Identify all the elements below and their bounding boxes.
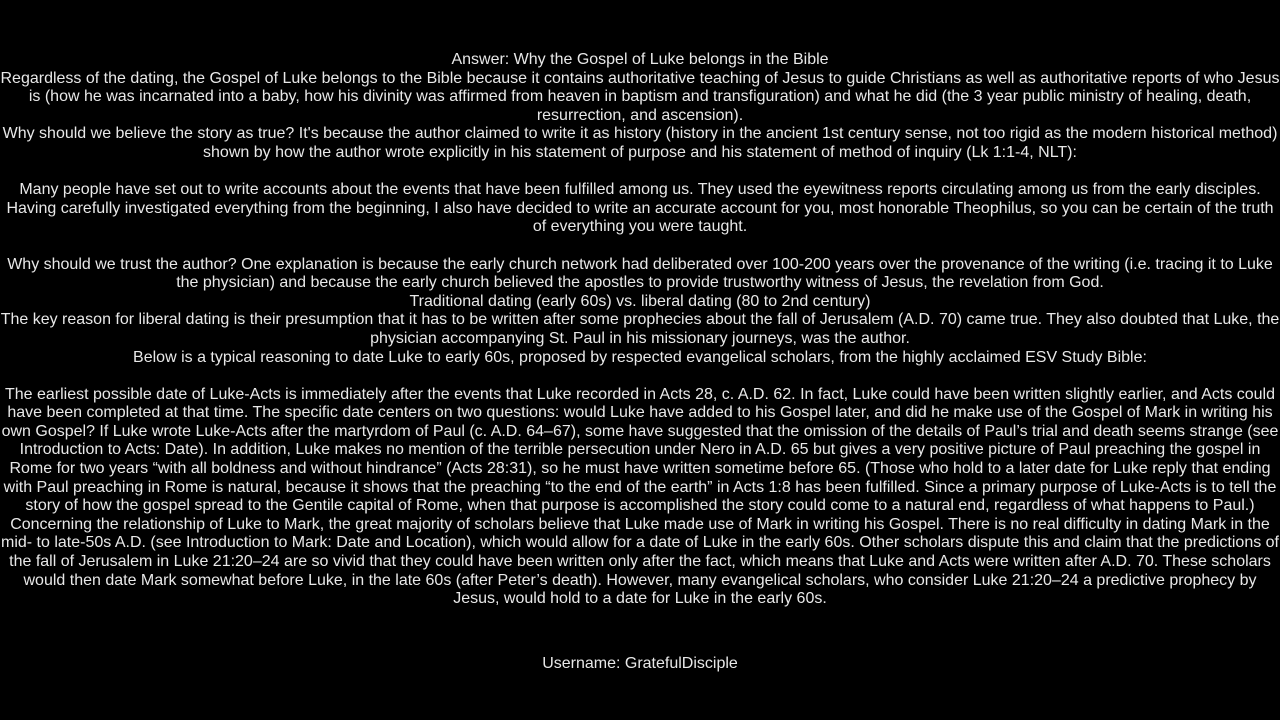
paragraph-trust-author: Why should we trust the author? One explanation is because the early church network had deliberated over 100-200 years over the provenance of the writing (i.e. tracing it to Luke the physician) and because the early church believed the apostles to provide trustworthy witness of Jesus, the revelation from God. bbox=[7, 255, 1273, 292]
spacer bbox=[0, 367, 1280, 386]
quote-luke-prologue: Many people have set out to write accounts about the events that have been fulfilled among us. They used the eyewitness reports circulating among us from the early disciples. Having carefully investigated everything from the beginning, I also have decided to write an accurate account for you, most honorable Theophilus, so you can be certain of the truth of everything you were taught. bbox=[6, 181, 1274, 236]
answer-document bbox=[0, 51, 1280, 674]
paragraph-history-claim: Why should we believe the story as true? It's because the author claimed to write it as history (history in the ancient 1st century sense, not too rigid as the modern historical method) shown by how the author wrote explicitly in his statement of purpose and his statement of method of inquiry (Lk 1:1-4, NLT): bbox=[2, 125, 1278, 161]
paragraph-liberal-dating: The key reason for liberal dating is their presumption that it has to be written after some prophecies about the fall of Jerusalem (A.D. 70) came true. They also doubted that Luke, the physician accompanying St. Paul in his missionary journeys, was the author. bbox=[0, 311, 1280, 347]
paragraph-canonicity: Regardless of the dating, the Gospel of Luke belongs to the Bible because it contains authoritative teaching of Jesus to guide Christians as well as authoritative reports of who Jesus is (how he was incarnated into a baby, how his divinity was affirmed from heaven in baptism and transfiguration) and what he did (the 3 year public ministry of healing, death, resurrection, and ascension). bbox=[0, 69, 1280, 124]
username-label: Username: GratefulDisciple bbox=[542, 655, 738, 673]
paragraph-dating-heading: Traditional dating (early 60s) vs. liberal dating (80 to 2nd century) bbox=[409, 292, 871, 310]
quote-esv-date-part1: The earliest possible date of Luke-Acts is immediately after the events that Luke recorded in Acts 28, c. A.D. 62. In fact, Luke could have been written slightly earlier, and Acts could have been completed at that time. The specific date centers on two questions: would Luke have added to his Gospel later, and did he make use of the Gospel of Mark in writing his own Gospel? If Luke wrote Luke-Acts after the martyrdom of Paul (c. A.D. 64–67), some have suggested that the omission of the details of Paul’s trial and death seems strange (see Introduction to Acts: Date). In addition, Luke makes no mention of the terrible persecution under Nero in A.D. 65 but gives a very positive picture of Paul preaching the gospel in Rome for two years “with all boldness and without hindrance” (Acts 28:31), so he must have written sometime before 65. (Those who hold to a later date for Luke reply that ending with Paul preaching in Rome is natural, because it shows that the preaching “to the end of the earth” in Acts 1:8 has been fulfilled. Since a primary purpose of Luke-Acts is to tell the story of how the gospel spread to the Gentile capital of Rome, when that purpose is accomplished the story could come to a natural end, regardless of what happens to Paul.) bbox=[1, 385, 1279, 515]
spacer bbox=[0, 163, 1280, 182]
quote-esv-date-part2: Concerning the relationship of Luke to Mark, the great majority of scholars believe that Luke made use of Mark in writing his Gospel. There is no real difficulty in dating Mark in the mid- to late-50s A.D. (see Introduction to Mark: Date and Location), which would allow for a date of Luke in the early 60s. Other scholars dispute this and claim that the predictions of the fall of Jerusalem in Luke 21:20–24 are so vivid that they could have been written only after the fact, which means that Luke and Acts were written after A.D. 70. These scholars would then date Mark somewhat before Luke, in the late 60s (after Peter’s death). However, many evangelical scholars, who consider Luke 21:20–24 a predictive prophecy by Jesus, would hold to a date for Luke in the early 60s. bbox=[1, 515, 1279, 608]
spacer bbox=[0, 637, 1280, 656]
paragraph-esv-intro: Below is a typical reasoning to date Luke to early 60s, proposed by respected evangelical scholars, from the highly acclaimed ESV Study Bible: bbox=[133, 348, 1147, 366]
spacer bbox=[0, 609, 1280, 637]
spacer bbox=[0, 237, 1280, 256]
answer-title: Answer: Why the Gospel of Luke belongs in the Bible bbox=[451, 51, 829, 68]
